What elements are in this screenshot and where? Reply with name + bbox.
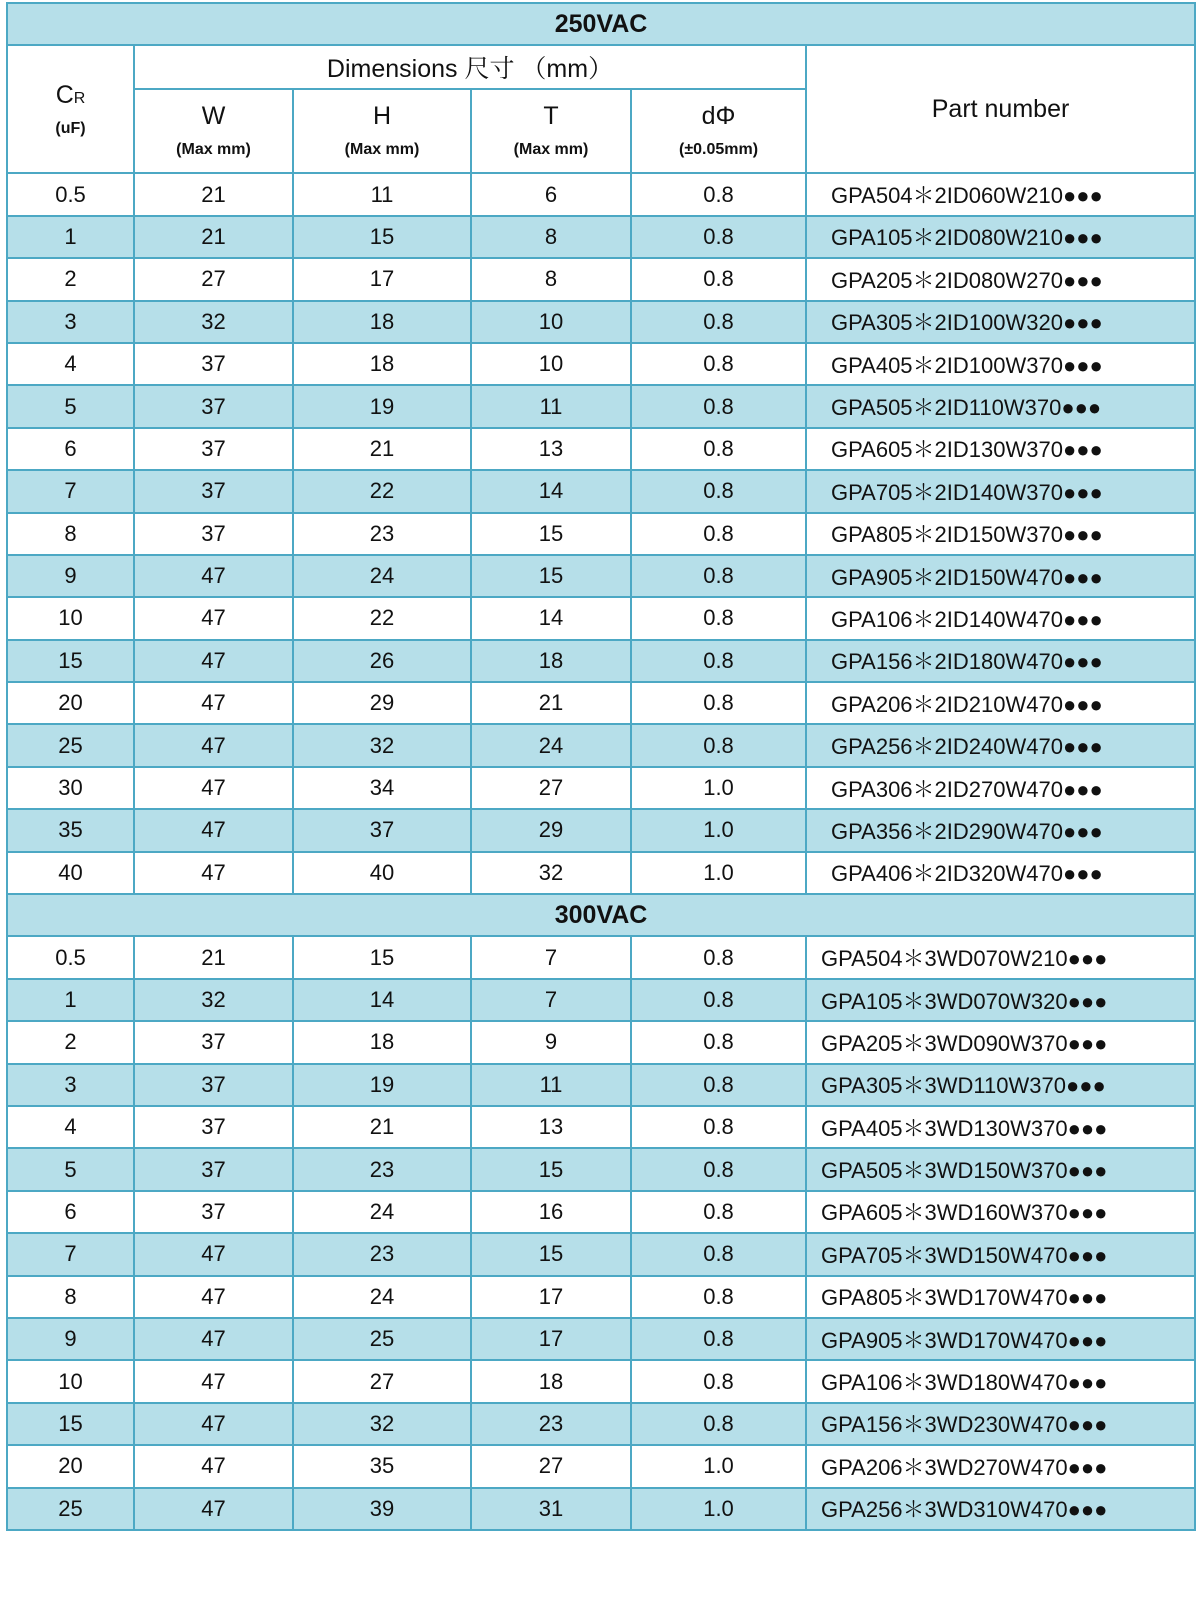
table-row xyxy=(7,301,1195,343)
d-cell: 0.8 xyxy=(631,640,806,682)
w-cell: 37 xyxy=(134,343,293,385)
cr-unit: (uF) xyxy=(55,119,86,137)
table-row xyxy=(7,343,1195,385)
cr-cell: 1 xyxy=(7,216,134,258)
h-cell: 23 xyxy=(293,1233,471,1275)
cr-cell: 20 xyxy=(7,1445,134,1487)
w-cell: 37 xyxy=(134,513,293,555)
part-number-cell: GPA105＊2ID080W210●●● xyxy=(806,216,1195,258)
table-row xyxy=(7,1106,1195,1148)
t-cell: 8 xyxy=(471,216,631,258)
w-cell: 21 xyxy=(134,936,293,978)
part-number-cell: GPA205＊3WD090W370●●● xyxy=(806,1021,1195,1063)
d-cell: 0.8 xyxy=(631,1064,806,1106)
w-cell: 47 xyxy=(134,1445,293,1487)
h-cell: 34 xyxy=(293,767,471,809)
d-cell: 0.8 xyxy=(631,470,806,512)
w-cell: 21 xyxy=(134,173,293,215)
part-number-cell: GPA356＊2ID290W470●●● xyxy=(806,809,1195,851)
part-number-cell: GPA504＊2ID060W210●●● xyxy=(806,173,1195,215)
h-header xyxy=(293,89,471,173)
w-cell: 37 xyxy=(134,385,293,427)
cr-cell: 9 xyxy=(7,555,134,597)
cr-header xyxy=(7,45,134,173)
w-cell: 47 xyxy=(134,1488,293,1530)
h-cell: 32 xyxy=(293,1403,471,1445)
d-cell: 1.0 xyxy=(631,852,806,894)
w-cell: 47 xyxy=(134,1233,293,1275)
t-unit: (Max mm) xyxy=(513,141,589,159)
table-row xyxy=(7,1021,1195,1063)
section-title: 250VAC xyxy=(7,3,1195,45)
w-cell: 47 xyxy=(134,724,293,766)
h-unit: (Max mm) xyxy=(344,141,420,159)
table-row xyxy=(7,1318,1195,1360)
table-row xyxy=(7,1276,1195,1318)
table-row xyxy=(7,1064,1195,1106)
cr-cell: 15 xyxy=(7,1403,134,1445)
t-cell: 27 xyxy=(471,1445,631,1487)
part-number-cell: GPA205＊2ID080W270●●● xyxy=(806,258,1195,300)
d-cell: 1.0 xyxy=(631,1445,806,1487)
t-label: T xyxy=(543,102,559,131)
part-number-cell: GPA105＊3WD070W320●●● xyxy=(806,979,1195,1021)
d-cell: 0.8 xyxy=(631,682,806,724)
cr-cell: 8 xyxy=(7,1276,134,1318)
cr-cell: 10 xyxy=(7,597,134,639)
table-row xyxy=(7,258,1195,300)
d-cell: 1.0 xyxy=(631,767,806,809)
h-cell: 32 xyxy=(293,724,471,766)
part-number-cell: GPA256＊3WD310W470●●● xyxy=(806,1488,1195,1530)
h-label: H xyxy=(372,102,392,131)
t-cell: 16 xyxy=(471,1191,631,1233)
d-cell: 0.8 xyxy=(631,1233,806,1275)
table-row xyxy=(7,428,1195,470)
d-label: dΦ xyxy=(701,102,736,131)
table-row xyxy=(7,979,1195,1021)
d-cell: 0.8 xyxy=(631,1360,806,1402)
cr-cell: 30 xyxy=(7,767,134,809)
w-cell: 37 xyxy=(134,1106,293,1148)
cr-subscript: R xyxy=(73,89,86,107)
w-cell: 47 xyxy=(134,767,293,809)
table-row xyxy=(7,1403,1195,1445)
t-cell: 31 xyxy=(471,1488,631,1530)
table-row xyxy=(7,1233,1195,1275)
h-cell: 15 xyxy=(293,936,471,978)
t-cell: 23 xyxy=(471,1403,631,1445)
h-cell: 11 xyxy=(293,173,471,215)
t-cell: 14 xyxy=(471,597,631,639)
d-cell: 0.8 xyxy=(631,1148,806,1190)
t-cell: 13 xyxy=(471,428,631,470)
t-cell: 29 xyxy=(471,809,631,851)
table-row xyxy=(7,852,1195,894)
t-cell: 7 xyxy=(471,979,631,1021)
cr-cell: 40 xyxy=(7,852,134,894)
w-label: W xyxy=(201,102,226,131)
part-number-cell: GPA905＊3WD170W470●●● xyxy=(806,1318,1195,1360)
w-cell: 32 xyxy=(134,979,293,1021)
header-row-1 xyxy=(7,45,1195,89)
part-number-cell: GPA306＊2ID270W470●●● xyxy=(806,767,1195,809)
cr-cell: 25 xyxy=(7,724,134,766)
w-cell: 47 xyxy=(134,809,293,851)
w-cell: 47 xyxy=(134,555,293,597)
h-cell: 18 xyxy=(293,343,471,385)
h-cell: 40 xyxy=(293,852,471,894)
t-cell: 14 xyxy=(471,470,631,512)
w-cell: 37 xyxy=(134,1064,293,1106)
t-cell: 17 xyxy=(471,1318,631,1360)
t-cell: 32 xyxy=(471,852,631,894)
h-cell: 23 xyxy=(293,513,471,555)
w-cell: 37 xyxy=(134,1021,293,1063)
d-cell: 0.8 xyxy=(631,385,806,427)
t-cell: 8 xyxy=(471,258,631,300)
part-number-cell: GPA605＊2ID130W370●●● xyxy=(806,428,1195,470)
h-cell: 37 xyxy=(293,809,471,851)
t-cell: 15 xyxy=(471,555,631,597)
t-cell: 10 xyxy=(471,343,631,385)
table-row xyxy=(7,513,1195,555)
d-cell: 0.8 xyxy=(631,173,806,215)
part-number-cell: GPA206＊3WD270W470●●● xyxy=(806,1445,1195,1487)
t-cell: 27 xyxy=(471,767,631,809)
table-row xyxy=(7,809,1195,851)
h-cell: 21 xyxy=(293,1106,471,1148)
table-row xyxy=(7,1360,1195,1402)
cr-cell: 9 xyxy=(7,1318,134,1360)
table-row xyxy=(7,1488,1195,1530)
part-number-cell: GPA156＊2ID180W470●●● xyxy=(806,640,1195,682)
d-cell: 0.8 xyxy=(631,724,806,766)
part-number-cell: GPA905＊2ID150W470●●● xyxy=(806,555,1195,597)
cr-cell: 6 xyxy=(7,428,134,470)
t-cell: 11 xyxy=(471,385,631,427)
part-number-cell: GPA256＊2ID240W470●●● xyxy=(806,724,1195,766)
cr-label: C xyxy=(55,80,74,109)
d-unit: (±0.05mm) xyxy=(678,141,759,159)
t-cell: 11 xyxy=(471,1064,631,1106)
w-cell: 47 xyxy=(134,1403,293,1445)
h-cell: 15 xyxy=(293,216,471,258)
w-cell: 47 xyxy=(134,640,293,682)
cr-cell: 7 xyxy=(7,1233,134,1275)
cr-cell: 2 xyxy=(7,1021,134,1063)
table-row xyxy=(7,682,1195,724)
w-cell: 47 xyxy=(134,1276,293,1318)
part-number-header: Part number xyxy=(806,45,1195,173)
t-header xyxy=(471,89,631,173)
w-unit: (Max mm) xyxy=(176,141,251,159)
h-cell: 22 xyxy=(293,597,471,639)
cr-cell: 0.5 xyxy=(7,936,134,978)
table-row xyxy=(7,767,1195,809)
cr-cell: 3 xyxy=(7,1064,134,1106)
h-cell: 39 xyxy=(293,1488,471,1530)
t-cell: 15 xyxy=(471,1148,631,1190)
t-cell: 18 xyxy=(471,640,631,682)
cr-cell: 8 xyxy=(7,513,134,555)
cr-cell: 4 xyxy=(7,343,134,385)
part-number-cell: GPA805＊2ID150W370●●● xyxy=(806,513,1195,555)
section-title-row xyxy=(7,3,1195,45)
cr-cell: 20 xyxy=(7,682,134,724)
h-cell: 18 xyxy=(293,1021,471,1063)
part-number-cell: GPA305＊3WD110W370●●● xyxy=(806,1064,1195,1106)
h-cell: 22 xyxy=(293,470,471,512)
section-title-row xyxy=(7,894,1195,936)
part-number-cell: GPA406＊2ID320W470●●● xyxy=(806,852,1195,894)
part-number-cell: GPA805＊3WD170W470●●● xyxy=(806,1276,1195,1318)
t-cell: 21 xyxy=(471,682,631,724)
d-cell: 0.8 xyxy=(631,1276,806,1318)
cr-cell: 7 xyxy=(7,470,134,512)
cr-cell: 25 xyxy=(7,1488,134,1530)
d-cell: 0.8 xyxy=(631,258,806,300)
w-cell: 37 xyxy=(134,470,293,512)
part-number-cell: GPA505＊3WD150W370●●● xyxy=(806,1148,1195,1190)
table-row xyxy=(7,724,1195,766)
dimensions-header: Dimensions 尺寸 （mm） xyxy=(134,45,806,89)
table-row xyxy=(7,936,1195,978)
t-cell: 13 xyxy=(471,1106,631,1148)
t-cell: 10 xyxy=(471,301,631,343)
table-row xyxy=(7,1148,1195,1190)
cr-cell: 5 xyxy=(7,1148,134,1190)
d-cell: 0.8 xyxy=(631,597,806,639)
table-row xyxy=(7,385,1195,427)
w-cell: 37 xyxy=(134,1191,293,1233)
h-cell: 24 xyxy=(293,1191,471,1233)
w-cell: 27 xyxy=(134,258,293,300)
t-cell: 18 xyxy=(471,1360,631,1402)
cr-cell: 35 xyxy=(7,809,134,851)
table-row xyxy=(7,470,1195,512)
section-title: 300VAC xyxy=(7,894,1195,936)
t-cell: 15 xyxy=(471,1233,631,1275)
table-row xyxy=(7,555,1195,597)
w-cell: 37 xyxy=(134,428,293,470)
d-cell: 0.8 xyxy=(631,1191,806,1233)
table-row xyxy=(7,173,1195,215)
w-cell: 47 xyxy=(134,1318,293,1360)
table-row xyxy=(7,216,1195,258)
cr-cell: 5 xyxy=(7,385,134,427)
h-cell: 24 xyxy=(293,555,471,597)
d-header xyxy=(631,89,806,173)
d-cell: 0.8 xyxy=(631,979,806,1021)
cr-cell: 2 xyxy=(7,258,134,300)
cr-cell: 1 xyxy=(7,979,134,1021)
capacitor-spec-table xyxy=(6,2,1196,1531)
h-cell: 29 xyxy=(293,682,471,724)
table-row xyxy=(7,597,1195,639)
cr-cell: 3 xyxy=(7,301,134,343)
w-header xyxy=(134,89,293,173)
w-cell: 47 xyxy=(134,852,293,894)
table-body xyxy=(7,3,1195,1530)
d-cell: 0.8 xyxy=(631,343,806,385)
part-number-cell: GPA504＊3WD070W210●●● xyxy=(806,936,1195,978)
d-cell: 0.8 xyxy=(631,428,806,470)
d-cell: 0.8 xyxy=(631,1318,806,1360)
d-cell: 0.8 xyxy=(631,936,806,978)
w-cell: 47 xyxy=(134,597,293,639)
h-cell: 18 xyxy=(293,301,471,343)
d-cell: 0.8 xyxy=(631,216,806,258)
part-number-cell: GPA705＊2ID140W370●●● xyxy=(806,470,1195,512)
t-cell: 15 xyxy=(471,513,631,555)
t-cell: 6 xyxy=(471,173,631,215)
part-number-cell: GPA106＊2ID140W470●●● xyxy=(806,597,1195,639)
part-number-cell: GPA206＊2ID210W470●●● xyxy=(806,682,1195,724)
h-cell: 23 xyxy=(293,1148,471,1190)
d-cell: 0.8 xyxy=(631,1106,806,1148)
d-cell: 1.0 xyxy=(631,809,806,851)
part-number-cell: GPA305＊2ID100W320●●● xyxy=(806,301,1195,343)
cr-cell: 0.5 xyxy=(7,173,134,215)
table-row xyxy=(7,1191,1195,1233)
d-cell: 0.8 xyxy=(631,301,806,343)
part-number-cell: GPA705＊3WD150W470●●● xyxy=(806,1233,1195,1275)
w-cell: 37 xyxy=(134,1148,293,1190)
h-cell: 24 xyxy=(293,1276,471,1318)
cr-cell: 10 xyxy=(7,1360,134,1402)
h-cell: 17 xyxy=(293,258,471,300)
h-cell: 25 xyxy=(293,1318,471,1360)
t-cell: 24 xyxy=(471,724,631,766)
w-cell: 47 xyxy=(134,682,293,724)
h-cell: 27 xyxy=(293,1360,471,1402)
part-number-cell: GPA106＊3WD180W470●●● xyxy=(806,1360,1195,1402)
cr-cell: 4 xyxy=(7,1106,134,1148)
part-number-cell: GPA505＊2ID110W370●●● xyxy=(806,385,1195,427)
d-cell: 0.8 xyxy=(631,1403,806,1445)
w-cell: 21 xyxy=(134,216,293,258)
part-number-cell: GPA405＊3WD130W370●●● xyxy=(806,1106,1195,1148)
t-cell: 17 xyxy=(471,1276,631,1318)
h-cell: 35 xyxy=(293,1445,471,1487)
t-cell: 9 xyxy=(471,1021,631,1063)
t-cell: 7 xyxy=(471,936,631,978)
table-row xyxy=(7,1445,1195,1487)
d-cell: 1.0 xyxy=(631,1488,806,1530)
cr-cell: 15 xyxy=(7,640,134,682)
w-cell: 47 xyxy=(134,1360,293,1402)
d-cell: 0.8 xyxy=(631,1021,806,1063)
part-number-cell: GPA605＊3WD160W370●●● xyxy=(806,1191,1195,1233)
table-row xyxy=(7,640,1195,682)
h-cell: 21 xyxy=(293,428,471,470)
d-cell: 0.8 xyxy=(631,555,806,597)
w-cell: 32 xyxy=(134,301,293,343)
part-number-cell: GPA405＊2ID100W370●●● xyxy=(806,343,1195,385)
part-number-cell: GPA156＊3WD230W470●●● xyxy=(806,1403,1195,1445)
d-cell: 0.8 xyxy=(631,513,806,555)
h-cell: 19 xyxy=(293,385,471,427)
h-cell: 19 xyxy=(293,1064,471,1106)
h-cell: 14 xyxy=(293,979,471,1021)
h-cell: 26 xyxy=(293,640,471,682)
cr-cell: 6 xyxy=(7,1191,134,1233)
